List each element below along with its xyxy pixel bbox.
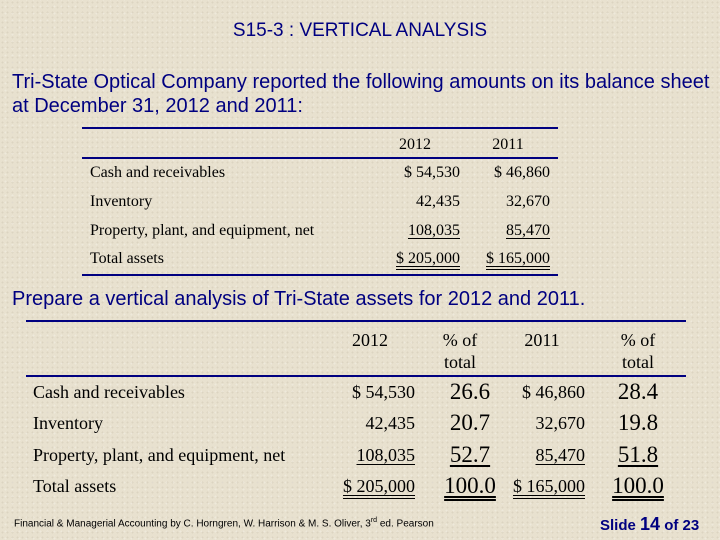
table2-top-rule [26, 320, 686, 322]
t2-ppe-2012: 108,035 [356, 445, 415, 465]
t2-total-pct-2012: 100.0 [444, 473, 496, 498]
t2-ppe-pct-2011: 51.8 [617, 442, 659, 467]
t2-cash-pct-2011: 28.4 [617, 379, 659, 404]
slide-number: 14 [640, 514, 661, 534]
prompt-text: Prepare a vertical analysis of Tri-State assets for 2012 and 2011. [12, 288, 586, 310]
t2-row-label-cash: Cash and receivables [33, 382, 185, 402]
header-rule [82, 157, 558, 159]
t2-inventory-2011: 32,670 [535, 413, 585, 433]
t2-cash-pct-2012: 26.6 [449, 379, 491, 404]
t2-inventory-pct-2011: 19.8 [617, 410, 659, 435]
table-bottom-rule [82, 274, 558, 276]
t2-header-2012: 2012 [352, 330, 388, 350]
row-label-inventory: Inventory [90, 193, 153, 210]
t2-total-2011: $ 165,000 [513, 476, 585, 496]
total-2011: $ 165,000 [486, 250, 550, 267]
citation-text: Financial & Managerial Accounting by C. Horngren, W. Harrison & M. S. Oliver, 3 [14, 518, 371, 530]
t2-inventory-2012: 42,435 [365, 413, 415, 433]
t2-inventory-pct-2012: 20.7 [449, 410, 491, 435]
t2-header-pct-2012-line1: % of [442, 330, 478, 350]
slide-title: S15-3 : VERTICAL ANALYSIS [232, 20, 488, 41]
row-label-total: Total assets [90, 250, 164, 267]
t2-cash-2012: $ 54,530 [352, 382, 415, 402]
citation-end: ed. Pearson [377, 518, 434, 530]
ppe-2011: 85,470 [506, 222, 550, 239]
inventory-2011: 32,670 [506, 193, 550, 210]
t2-ppe-pct-2012: 52.7 [449, 442, 491, 467]
cash-2012: $ 54,530 [404, 164, 460, 181]
ppe-2012: 108,035 [408, 222, 460, 239]
slide-prefix: Slide [600, 517, 641, 534]
inventory-2012: 42,435 [416, 193, 460, 210]
total-2012: $ 205,000 [396, 250, 460, 267]
t2-row-label-total: Total assets [33, 476, 117, 496]
t2-row-label-inventory: Inventory [33, 413, 103, 433]
table2-header-rule [26, 375, 686, 377]
citation-sup: rd [370, 517, 378, 524]
t2-ppe-2011: 85,470 [535, 445, 585, 465]
slide-suffix: of 23 [660, 517, 700, 534]
t2-header-pct-2011-line2: total [622, 352, 654, 372]
intro-text: Tri-State Optical Company reported the following amounts on its balance sheet at December 31, 2012 and 2011: [12, 71, 710, 117]
cash-2011: $ 46,860 [494, 164, 550, 181]
t2-cash-2011: $ 46,860 [522, 382, 585, 402]
header-2011: 2011 [492, 136, 524, 153]
t2-header-pct-2011-line1: % of [620, 330, 656, 350]
row-label-ppe: Property, plant, and equipment, net [90, 222, 315, 239]
table-top-rule [82, 127, 558, 129]
slide-counter [600, 514, 699, 535]
t2-total-pct-2011: 100.0 [612, 473, 664, 498]
header-2012: 2012 [399, 136, 431, 153]
t2-total-2012: $ 205,000 [343, 476, 415, 496]
t2-row-label-ppe: Property, plant, and equipment, net [33, 445, 286, 465]
t2-header-2011: 2011 [524, 330, 560, 350]
row-label-cash: Cash and receivables [90, 164, 226, 181]
t2-header-pct-2012-line2: total [444, 352, 476, 372]
footer-citation [14, 517, 434, 529]
